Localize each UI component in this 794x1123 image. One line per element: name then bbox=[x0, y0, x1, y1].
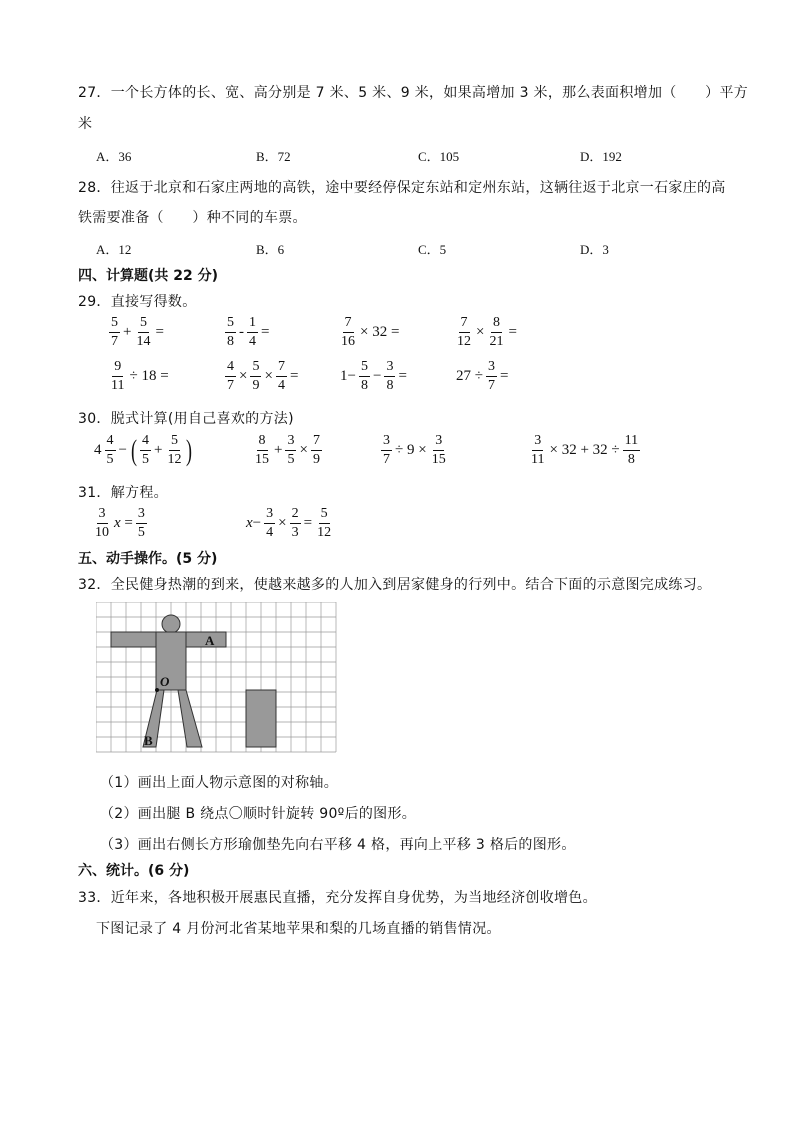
fraction bbox=[264, 507, 275, 540]
fraction-denominator: 8 bbox=[386, 378, 394, 393]
q31-equation-1 bbox=[92, 507, 148, 540]
fraction-numerator: 3 bbox=[381, 434, 392, 451]
q31-equation-2 bbox=[244, 507, 334, 540]
fraction-numerator: 4 bbox=[140, 434, 151, 451]
fraction-denominator: 7 bbox=[487, 378, 495, 393]
fraction-numerator: 5 bbox=[225, 316, 236, 333]
label-a: A bbox=[205, 633, 215, 648]
fraction bbox=[134, 316, 152, 349]
fraction bbox=[109, 360, 126, 393]
fraction-numerator: 7 bbox=[343, 316, 354, 333]
fraction-denominator: 5 bbox=[106, 452, 114, 467]
fraction-denominator: 3 bbox=[291, 525, 299, 540]
math-operator: × bbox=[278, 515, 287, 531]
math-operator: × bbox=[264, 368, 273, 384]
figure-head bbox=[162, 615, 180, 633]
math-operator: × bbox=[239, 368, 248, 384]
q28-option-b[interactable]: B．6 bbox=[256, 242, 285, 257]
fraction bbox=[140, 434, 151, 467]
fraction-denominator: 10 bbox=[95, 525, 109, 540]
fraction-denominator: 14 bbox=[136, 334, 151, 349]
fraction bbox=[430, 434, 448, 467]
math-operator: = bbox=[261, 324, 270, 340]
fraction-numerator: 7 bbox=[276, 360, 287, 377]
fraction-denominator: 4 bbox=[277, 378, 285, 393]
fraction-numerator: 9 bbox=[112, 360, 123, 377]
math-operator: x = bbox=[114, 515, 133, 531]
math-operator: × 32 + 32 ÷ bbox=[549, 442, 620, 458]
fraction-numerator: 3 bbox=[486, 360, 497, 377]
fraction-denominator: 12 bbox=[317, 525, 332, 540]
q27-stem-line1: 27．一个长方体的长、宽、高分别是 7 米、5 米、9 米，如果高增加 3 米，那么表面积增加（ ）平方 bbox=[78, 85, 749, 101]
q27-option-c[interactable]: C．105 bbox=[418, 149, 460, 164]
q30-expression-1 bbox=[92, 434, 194, 467]
fraction bbox=[276, 360, 287, 393]
point-o-dot bbox=[155, 688, 159, 692]
fraction bbox=[105, 434, 116, 467]
fraction-numerator: 8 bbox=[491, 316, 502, 333]
fraction-denominator: 8 bbox=[627, 452, 635, 467]
fraction-numerator: 7 bbox=[459, 316, 470, 333]
fraction-denominator: 9 bbox=[252, 378, 260, 393]
q32-sub-question-3: （3）画出右侧长方形瑜伽垫先向右平移 4 格，再向上平移 3 格后的图形。 bbox=[100, 837, 576, 853]
fraction-denominator: 7 bbox=[111, 334, 118, 349]
math-operator: − bbox=[118, 442, 127, 458]
q28-stem-line2: 铁需要准备（ ）种不同的车票。 bbox=[78, 210, 307, 226]
fraction-numerator: 5 bbox=[138, 316, 149, 333]
q32-sub-question-2: （2）画出腿 B 绕点〇顺时针旋转 90º后的图形。 bbox=[100, 806, 417, 822]
fraction-numerator: 5 bbox=[169, 434, 180, 451]
fraction bbox=[381, 434, 392, 467]
grid-lines bbox=[96, 602, 336, 752]
fraction-numerator: 5 bbox=[359, 360, 370, 377]
q27-option-d[interactable]: D．192 bbox=[580, 149, 622, 164]
math-operator: 27 ÷ bbox=[456, 368, 483, 384]
fraction bbox=[285, 434, 296, 467]
math-operator: = bbox=[155, 324, 164, 340]
section-6-heading: 六、统计。(6 分) bbox=[78, 863, 190, 879]
fraction-denominator: 11 bbox=[111, 378, 125, 393]
fraction-numerator: 3 bbox=[532, 434, 543, 451]
fraction bbox=[315, 507, 333, 540]
fraction-denominator: 8 bbox=[227, 334, 234, 349]
fraction bbox=[623, 434, 640, 467]
fraction-numerator: 5 bbox=[250, 360, 261, 377]
fraction-denominator: 12 bbox=[167, 452, 182, 467]
q33-line2: 下图记录了 4 月份河北省某地苹果和梨的几场直播的销售情况。 bbox=[96, 921, 501, 937]
fraction-denominator: 7 bbox=[227, 378, 234, 393]
fraction bbox=[225, 360, 236, 393]
fraction-numerator: 3 bbox=[384, 360, 395, 377]
fraction-numerator: 2 bbox=[290, 507, 301, 524]
q28-stem-line1: 28．往返于北京和石家庄两地的高铁，途中要经停保定东站和定州东站，这辆往返于北京一石家庄的高 bbox=[78, 180, 726, 196]
fraction-denominator: 4 bbox=[266, 525, 274, 540]
fraction-numerator: 11 bbox=[623, 434, 640, 451]
section-5-heading: 五、动手操作。(5 分) bbox=[78, 551, 218, 567]
fraction-numerator: 3 bbox=[136, 507, 147, 524]
q30-expression-3 bbox=[380, 434, 449, 467]
yoga-mat-rectangle bbox=[246, 690, 276, 747]
fraction bbox=[359, 360, 370, 393]
fraction bbox=[250, 360, 261, 393]
math-operator: + bbox=[153, 442, 163, 458]
fraction-denominator: 15 bbox=[431, 452, 446, 467]
fraction-numerator: 3 bbox=[97, 507, 108, 524]
q29-title: 29．直接写得数。 bbox=[78, 294, 197, 310]
fraction-numerator: 3 bbox=[433, 434, 444, 451]
math-operator: × 32 = bbox=[360, 324, 400, 340]
q33-line1: 33．近年来，各地积极开展惠民直播，充分发挥自身优势，为当地经济创收增色。 bbox=[78, 890, 597, 906]
fraction-denominator: 5 bbox=[287, 452, 295, 467]
fraction-numerator: 4 bbox=[225, 360, 236, 377]
math-operator: × bbox=[476, 324, 485, 340]
q29-expression-3 bbox=[338, 316, 401, 349]
q29-expression-8 bbox=[454, 360, 510, 393]
fraction-denominator: 7 bbox=[383, 452, 390, 467]
fraction-numerator: 7 bbox=[311, 434, 322, 451]
q28-option-a[interactable]: A．12 bbox=[96, 242, 132, 257]
math-operator: + bbox=[123, 324, 132, 340]
fraction-denominator: 5 bbox=[137, 525, 145, 540]
math-operator: − bbox=[372, 368, 382, 384]
fraction bbox=[93, 507, 111, 540]
q32-stem: 32．全民健身热潮的到来，使越来越多的人加入到居家健身的行列中。结合下面的示意图完成练习。 bbox=[78, 577, 712, 593]
label-o: O bbox=[160, 674, 170, 689]
q31-title: 31．解方程。 bbox=[78, 485, 168, 501]
fraction bbox=[290, 507, 301, 540]
fraction-numerator: 5 bbox=[109, 316, 120, 333]
math-operator: = bbox=[289, 368, 299, 384]
math-operator: = bbox=[398, 368, 407, 384]
q29-expression-1 bbox=[108, 316, 166, 349]
label-b: B bbox=[144, 733, 153, 748]
math-operator: - bbox=[239, 324, 244, 340]
fraction bbox=[247, 316, 258, 349]
fraction bbox=[253, 434, 271, 467]
math-operator: 1− bbox=[340, 368, 356, 384]
fraction-denominator: 12 bbox=[457, 334, 471, 349]
fraction bbox=[455, 316, 473, 349]
fraction bbox=[529, 434, 546, 467]
math-operator: ) bbox=[186, 433, 193, 467]
q27-option-b[interactable]: B．72 bbox=[256, 149, 291, 164]
fraction-denominator: 11 bbox=[531, 452, 545, 467]
math-operator: ( bbox=[130, 433, 137, 467]
fraction bbox=[109, 316, 120, 349]
math-operator: = bbox=[508, 324, 517, 340]
math-operator: = bbox=[499, 368, 509, 384]
q29-expression-5 bbox=[108, 360, 171, 393]
q32-grid-figure bbox=[96, 602, 350, 762]
fraction bbox=[225, 316, 236, 349]
q27-option-a[interactable]: A．36 bbox=[96, 149, 132, 164]
q28-option-c[interactable]: C．5 bbox=[418, 242, 447, 257]
fraction bbox=[311, 434, 322, 467]
fraction bbox=[136, 507, 147, 540]
fraction-numerator: 1 bbox=[247, 316, 258, 333]
math-operator: ÷ 18 = bbox=[129, 368, 169, 384]
section-4-heading: 四、计算题(共 22 分) bbox=[78, 268, 219, 284]
fraction-numerator: 3 bbox=[285, 434, 296, 451]
math-operator: × bbox=[299, 442, 308, 458]
q27-stem-line2: 米 bbox=[78, 116, 93, 132]
q29-expression-7 bbox=[338, 360, 409, 393]
fraction-numerator: 8 bbox=[257, 434, 268, 451]
q32-sub-question-1: （1）画出上面人物示意图的对称轴。 bbox=[100, 775, 339, 791]
q29-expression-6 bbox=[224, 360, 300, 393]
math-operator: ÷ 9 × bbox=[395, 442, 427, 458]
fraction bbox=[384, 360, 395, 393]
fraction bbox=[486, 360, 497, 393]
fraction-denominator: 21 bbox=[489, 334, 504, 349]
fraction-denominator: 8 bbox=[360, 378, 368, 393]
q30-expression-4 bbox=[528, 434, 641, 467]
fraction-denominator: 15 bbox=[255, 452, 269, 467]
figure-leg-right bbox=[178, 690, 202, 747]
q29-expression-4 bbox=[454, 316, 519, 349]
fraction bbox=[487, 316, 505, 349]
fraction bbox=[165, 434, 183, 467]
math-operator: + bbox=[274, 442, 283, 458]
q29-expression-2 bbox=[224, 316, 271, 349]
fraction-denominator: 5 bbox=[141, 452, 149, 467]
fraction-denominator: 9 bbox=[312, 452, 320, 467]
fraction-numerator: 4 bbox=[105, 434, 116, 451]
fraction-numerator: 3 bbox=[264, 507, 275, 524]
fraction bbox=[339, 316, 357, 349]
q28-option-d[interactable]: D．3 bbox=[580, 242, 609, 257]
q30-title: 30．脱式计算(用自己喜欢的方法) bbox=[78, 411, 294, 427]
math-operator: x− bbox=[246, 515, 262, 531]
math-operator: 4 bbox=[94, 442, 102, 458]
fraction-numerator: 5 bbox=[319, 507, 330, 524]
fraction-denominator: 16 bbox=[341, 334, 355, 349]
fraction-denominator: 4 bbox=[249, 334, 256, 349]
q30-expression-2 bbox=[252, 434, 323, 467]
math-operator: = bbox=[303, 515, 313, 531]
